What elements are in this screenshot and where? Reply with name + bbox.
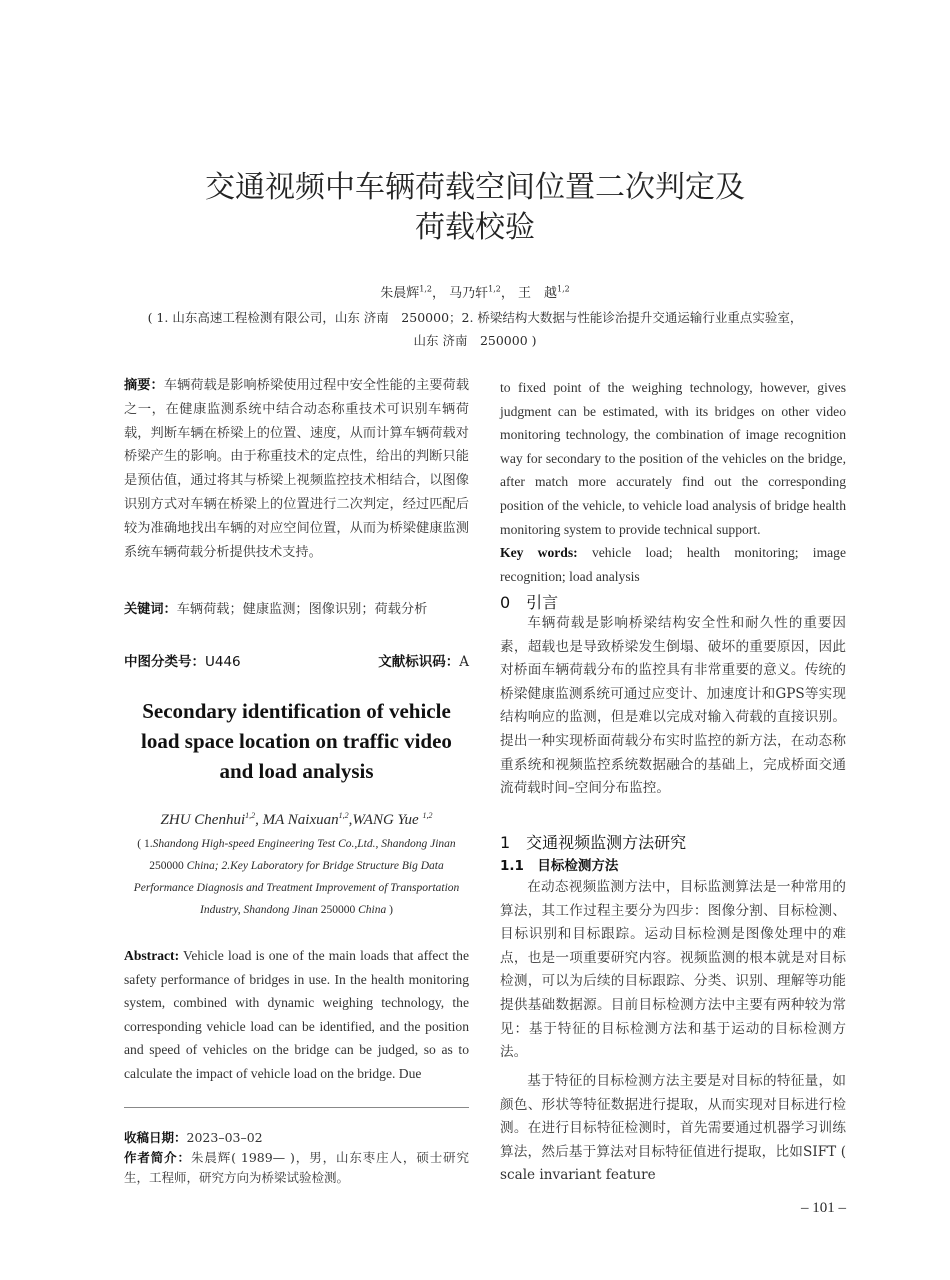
authors-cn (0, 282, 950, 301)
affiliation-en (124, 833, 469, 921)
affil-en-postcode-2: 250000 (320, 904, 356, 916)
clc-value: U446 (205, 654, 241, 670)
affil-en-line-2b: Key Laboratory for Bridge Structure Big Data (230, 860, 444, 872)
title-en-line-3: and load analysis (219, 759, 374, 783)
author-bio-text: 朱晨辉( 1989— )，男，山东枣庄人，硕士研究生，工程师，研究方向为桥梁试验检测。 (124, 1150, 469, 1185)
title-en-line-1: Secondary identification of vehicle (142, 699, 451, 723)
keywords-cn (124, 598, 469, 622)
clc-label: 中图分类号： (124, 654, 205, 670)
affil-en-line-2a: China; 2. (183, 860, 231, 872)
title-en-line-2: load space location on traffic video (141, 729, 452, 753)
keywords-cn-text: 车辆荷载；健康监测；图像识别；荷载分析 (176, 602, 428, 617)
authors-en (124, 812, 469, 829)
abstract-cn-text: 车辆荷载是影响桥梁使用过程中安全性能的主要荷载之一，在健康监测系统中结合动态称重技术可识别车辆荷载，判断车辆在桥梁上的位置、速度，从而计算车辆荷载对桥梁产生的影响。由于称重技术的定点性，给出的判断只能是预估值，通过将其与桥梁上视频监控技术相结合，以图像识别方式对车辆在桥梁上的位置进行二次判定，经过匹配后较为准确地找出车辆的对应空间位置，从而为桥梁健康监测系统车辆荷载分析提供技术支持。 (124, 378, 470, 560)
section-1-heading: 1 交通视频监测方法研究 (500, 833, 687, 852)
author-en-2-affil: 1,2 (338, 811, 349, 820)
author-3: 王 越 (518, 286, 558, 301)
abstract-en-right: to fixed point of the weighing technology, however, gives judgment can be estimated, with its bridges on other video monitoring technology, the combination of image recognition way for secondary to the position of the vehicles on the bridge, after match more accurately find out the corresponding position of the vehicle, to vehicle load analysis of bridge health monitoring system to provide technical support. (500, 380, 846, 537)
author-bio-label: 作者简介： (124, 1150, 191, 1165)
section-1-1-paragraph-1: 在动态视频监测方法中，目标监测算法是一种常用的算法，其工作过程主要分为四步：图像分割、目标检测、目标识别和目标跟踪。运动目标检测是图像处理中的难点，也是一项重要研究内容。视频监测的根本就是对目标检测，可以为后续的目标跟踪、分类、识别、理解等功能提供基础数据源。目前目标检测方法中主要有两种较为常见：基于特征的目标检测方法和基于运动的目标检测方法。 (500, 879, 846, 1061)
author-separator: ， (500, 286, 514, 301)
author-en-1-affil: 1,2 (245, 811, 256, 820)
author-3-affil: 1,2 (557, 284, 570, 294)
footnote (124, 1128, 469, 1188)
affil-en-line-1: Shandong High-speed Engineering Test Co.,Ltd., Shandong Jinan (152, 838, 456, 850)
paper-title-line-2: 荷载校验 (415, 210, 535, 245)
author-1: 朱晨辉 (380, 286, 420, 301)
author-en-2: , MA Naixuan (255, 812, 339, 828)
abstract-en-label: Abstract: (124, 948, 180, 963)
title-en (124, 696, 469, 786)
affil-en-close: ) (386, 904, 393, 916)
doc-code-label: 文献标识码： (378, 654, 460, 670)
classification-row (124, 650, 469, 670)
author-en-1: ZHU Chenhui (160, 812, 246, 828)
paper-title-line-1: 交通视频中车辆荷载空间位置二次判定及 (205, 170, 745, 205)
author-2: 马乃轩 (449, 286, 489, 301)
section-1-1-paragraph-2: 基于特征的目标检测方法主要是对目标的特征量，如颜色、形状等特征数据进行提取，从而实现对目标进行检测。在进行目标特征检测时，首先需要通过机器学习训练算法，然后基于算法对目标特征值进行提取，比如SIFT ( scale invariant feature (500, 1073, 846, 1184)
affil-en-open: ( 1. (137, 838, 153, 850)
received-label: 收稿日期： (124, 1130, 187, 1145)
keywords-en-label: Key words: (500, 545, 578, 560)
received-date: 2023–03–02 (186, 1130, 263, 1145)
clc-number (124, 650, 241, 670)
affil-en-line-4c: China (355, 904, 387, 916)
author-en-3-affil: 1,2 (422, 811, 433, 820)
abstract-cn (124, 374, 469, 564)
keywords-en (500, 541, 846, 588)
affil-en-line-4: Industry, Shandong Jinan (200, 904, 321, 916)
section-1-1-heading: 1.1 目标检测方法 (500, 858, 619, 874)
author-1-affil: 1,2 (419, 284, 432, 294)
keywords-cn-label: 关键词： (124, 602, 177, 617)
affil-en-postcode-1: 250000 (149, 860, 184, 872)
affil-en-line-3: Performance Diagnosis and Treatment Improvement of Transportation (133, 882, 460, 894)
abstract-en-text-left: Vehicle load is one of the main loads that affect the safety performance of bridges in use. In the health monitoring system, combined with dynamic weighing technology, the corresponding vehicle load can be identified, and the position and speed of vehicles on the bridge can be judged, so as to calculate the impact of vehicle load on the bridge. Due (124, 948, 469, 1081)
document-code (378, 650, 469, 670)
doc-code-value: A (459, 654, 469, 670)
affiliation-cn-line-1: ( 1. 山东高速工程检测有限公司，山东 济南 250000；2. 桥梁结构大数据与性能诊治提升交通运输行业重点实验室， (147, 310, 803, 325)
section-0-heading: 0 引言 (500, 593, 559, 612)
abstract-cn-label: 摘要： (124, 378, 164, 393)
author-separator: ， (431, 286, 445, 301)
page-number: – 101 – (801, 1200, 846, 1216)
footnote-divider (124, 1107, 469, 1108)
section-0-paragraph: 车辆荷载是影响桥梁结构安全性和耐久性的重要因素，超载也是导致桥梁发生倒塌、破坏的重要原因，因此对桥面车辆荷载分布的监控具有非常重要的意义。传统的桥梁健康监测系统可通过应变计、加速度计和GPS等实现结构响应的监测，但是难以完成对输入荷载的直接识别。提出一种实现桥面荷载分布实时监控的新方法，在动态称重系统和视频监控系统数据融合的基础上，完成桥面交通流荷载时间–空间分布监控。 (500, 615, 846, 797)
author-2-affil: 1,2 (488, 284, 501, 294)
abstract-en-left (124, 944, 469, 1086)
keywords-en-text: vehicle load; health monitoring; image recognition; load analysis (500, 545, 847, 584)
author-en-3: ,WANG Yue (348, 812, 423, 828)
affiliation-cn-line-2: 山东 济南 250000 ) (413, 333, 537, 348)
